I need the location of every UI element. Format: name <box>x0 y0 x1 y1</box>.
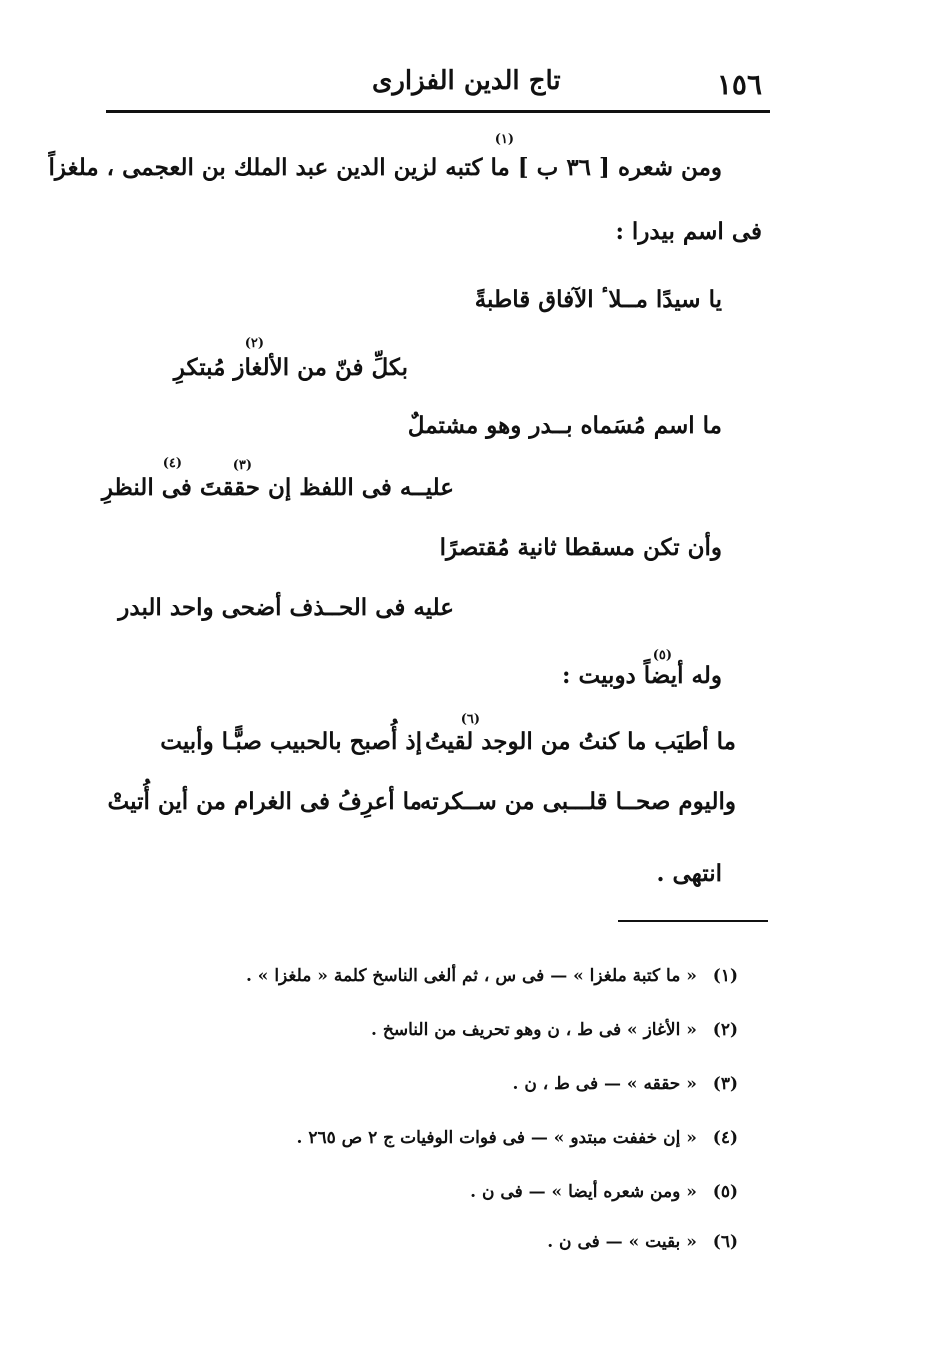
footnote-1-number: (١) <box>712 966 738 986</box>
dubayt-intro: وله أيضاً دوبيت : <box>562 662 722 689</box>
footnote-marker-6: (٦) <box>460 712 480 727</box>
footnote-marker-5: (٥) <box>652 648 672 663</box>
footnote-6-number: (٦) <box>712 1232 738 1252</box>
verse-line-4: عليــه فى اللفظ إن حققتَ فى النظرِ <box>101 474 454 501</box>
intro-line-1-text: ومن شعره [ ٣٦ ب ] ما كتبه لزين الدين عبد الملك بن العجمى ، ملغزاً <box>48 154 722 181</box>
closing-word: انتهى . <box>656 860 722 887</box>
footnote-2-number: (٢) <box>712 1020 738 1040</box>
footnote-marker-4: (٤) <box>162 456 182 471</box>
footnote-5-number: (٥) <box>712 1182 738 1202</box>
header-rule <box>106 110 770 113</box>
footnote-6 <box>547 1232 738 1252</box>
footnote-3-text: « حققه » — فى ط ، ن . <box>512 1074 697 1094</box>
footnote-2-text: « الأغاز » فى ط ، ن وهو تحريف من الناسخ . <box>371 1020 697 1040</box>
dubayt-line-1-first-hemistich: ما أطيَب ما كنتُ من الوجد لقيتُ <box>425 728 736 755</box>
verse-line-3: ما اسم مُسَماه بــدر وهو مشتملٌ <box>407 412 722 439</box>
footnote-marker-3: (٣) <box>232 458 252 473</box>
dubayt-line-1-second-hemistich: إذ أُصبح بالحبيب صبًّـا وأبيت <box>160 728 422 755</box>
verse-line-6: عليه فى الحــذف أضحى واحد البدر <box>118 594 454 621</box>
footnote-2 <box>371 1020 738 1040</box>
footnote-4-number: (٤) <box>712 1128 738 1148</box>
footnote-marker-2: (٢) <box>244 336 264 351</box>
verse-line-2: بكلِّ فنّ من الألغاز مُبتكرِ <box>173 354 408 381</box>
running-title: تاج الدين الفزارى <box>372 66 561 96</box>
intro-line-1 <box>49 154 722 181</box>
footnote-6-text: « بقيت » — فى ن . <box>547 1232 697 1252</box>
footnote-5 <box>470 1182 738 1202</box>
footnote-marker-1: (١) <box>494 132 514 147</box>
dubayt-line-2-second-hemistich: ما أعرِفُ فى الغرام من أين أُتيتْ <box>107 788 422 815</box>
footnote-1 <box>246 966 738 986</box>
footnote-3-number: (٣) <box>712 1074 738 1094</box>
intro-line-2: فى اسم بيدرا : <box>615 218 762 245</box>
footnote-3 <box>513 1074 738 1094</box>
footnote-5-text: « ومن شعره أيضا » — فى ن . <box>470 1182 697 1202</box>
dubayt-line-2-first-hemistich: واليوم صحــا قلـــبى من ســكرته <box>419 788 736 815</box>
footnote-4 <box>296 1128 738 1148</box>
footnote-1-text: « ما كتبة ملغزا » — فى س ، ثم ألغى الناسخ كلمة « ملغزا » . <box>245 966 697 986</box>
verse-line-1: يا سيدًا مــلاٴ الآفاق قاطبةً <box>474 286 722 313</box>
page-number: ١٥٦ <box>716 68 762 101</box>
footnote-rule <box>618 920 768 922</box>
verse-line-5: وأن تكن مسقطا ثانية مُقتصرًا <box>439 534 722 561</box>
footnote-4-text: « إن خففت مبتدو » — فى فوات الوفيات ج ٢ ص ٢٦٥ . <box>296 1128 697 1148</box>
